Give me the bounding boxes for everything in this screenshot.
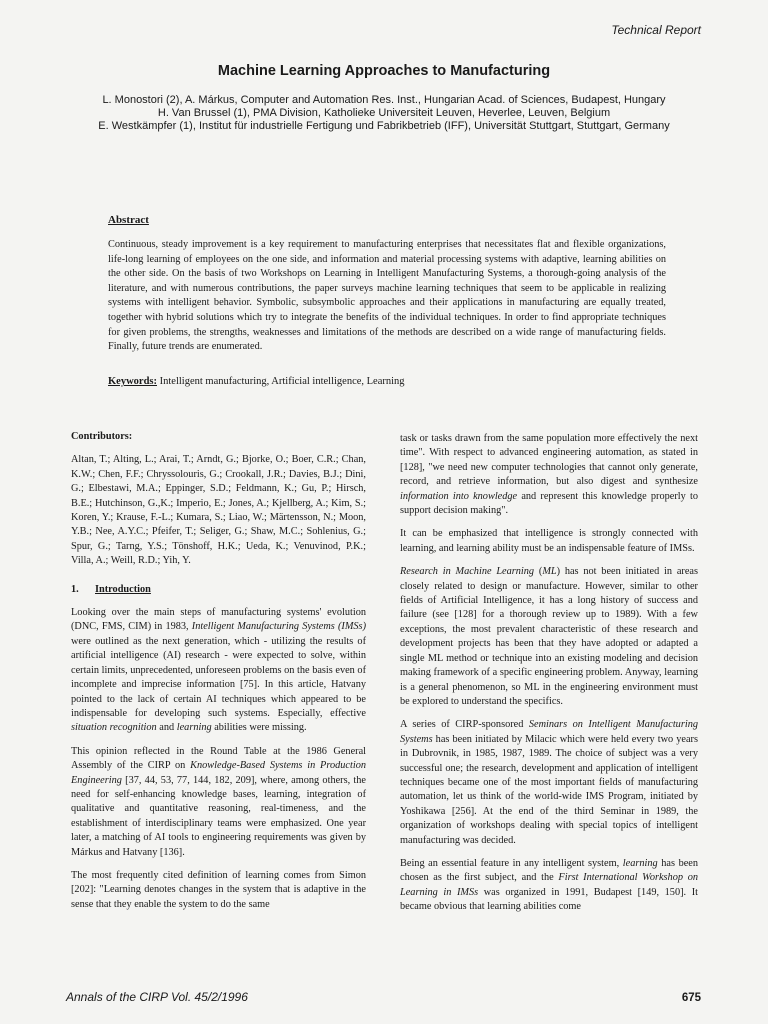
left-column: [71, 430, 366, 921]
paragraph: The most frequently cited definition of learning comes from Simon [202]: "Learning denotes changes in the system that is adaptive in the sense that they enable the system to do the same: [71, 869, 366, 910]
paragraph: Looking over the main steps of manufacturing systems' evolution (DNC, FMS, CIM) in 1983, Intelligent Manufacturing Systems (IMSs) were outlined as the next generation, which - utilizing the results of artificial intelligence (AI) research - were expected to solve, within certain limits, unprecedented, unforeseen problems on the basis even of incomplete and imprecise information [75]. In this article, Hatvany pointed to the lack of certain AI techniques which appeared to be indispensable for developing such systems. Especially, effective situation recognition and learning abilities were missing.: [71, 607, 366, 734]
contributors-list: Altan, T.; Alting, L.; Arai, T.; Arndt, G.; Bjorke, O.; Boer, C.R.; Chan, K.W.; Chen, F.F.; Chryssolouris, G.; Crookall, J.R.; Davies, B.J.; Dini, G.; Elbestawi, M.A.; Eppinger, S.D.; Feldmann, K.; Gu, P.; Hirsch, B.E.; Hutchinson, G.,K.; Imperio, E.; Jones, A.; Kjellberg, A.; Kim, S.; Koren, Y.; Krause, F.-L.; Kumara, S.; Liao, W.; Märtensson, N.; Moon, Y.B.; Nee, A.Y.C.; Pfeifer, T.; Seliger, G.; Shaw, M.C.; Sohlenius, G.; Spur, G.; Tarng, Y.S.; Tönshoff, H.K.; Ueda, K.; Venuvinod, P.K.; Villa, A.; Weill, R.D.; Yih, Y.: [71, 454, 366, 567]
keywords-text: Intelligent manufacturing, Artificial intelligence, Learning: [157, 376, 405, 387]
journal-citation: Annals of the CIRP Vol. 45/2/1996: [66, 990, 248, 1004]
paragraph: A series of CIRP-sponsored Seminars on Intelligent Manufacturing Systems has been initiated by Milacic which were held every two years in Dubrovnik, in 1985, 1987, 1989. The choice of subject was a very successful one; the research, development and application of intelligent techniques became one of the most important fields of manufacturing automation, let us think of the world-wide IMS Program, initiated by Yoshikawa [256]. At the end of the third Seminar in 1989, the organization of workshops dealing with special topics of intelligent manufacturing was decided.: [400, 719, 698, 846]
abstract-heading: Abstract: [108, 214, 149, 226]
section-number: 1.: [71, 583, 79, 595]
author-line: E. Westkämpfer (1), Institut für industrielle Fertigung und Fabrikbetrieb (IFF), Universität Stuttgart, Stuttgart, Germany: [98, 120, 670, 132]
paragraph: It can be emphasized that intelligence is strongly connected with learning, and learning ability must be an indispensable feature of IMSs.: [400, 528, 698, 554]
page-number: 675: [681, 992, 701, 1004]
author-line: L. Monostori (2), A. Márkus, Computer and Automation Res. Inst., Hungarian Acad. of Sciences, Budapest, Hungary: [102, 94, 666, 106]
section-title: Introduction: [95, 583, 151, 595]
paper-title: Machine Learning Approaches to Manufacturing: [217, 63, 551, 79]
section-heading-introduction: [71, 583, 366, 597]
report-type-label: Technical Report: [611, 23, 701, 37]
abstract-section: [108, 214, 666, 355]
right-column: [400, 432, 698, 924]
abstract-text: Continuous, steady improvement is a key requirement to manufacturing enterprises that necessitates flat and flexible organizations, life-long learning of employees on the one side, and information and material processing systems with adaptive, learning abilities on the other side. On the basis of two Workshops on Learning in Intelligent Manufacturing Systems, a thorough-going analysis of the literature, and with numerous contributions, the paper surveys machine learning techniques that seem to be applicable in realizing systems with intelligent behavior. Symbolic, subsymbolic approaches and their applications in manufacturing are equally treated, together with hybrid solutions which try to integrate the benefits of the individual techniques. In order to find appropriate techniques for given problems, the strengths, weaknesses and limitations of the methods are described on a wide range of manufacturing fields. Finally, future trends are enumerated.: [108, 239, 666, 353]
author-block: [0, 94, 768, 133]
paragraph: task or tasks drawn from the same population more effectively the next time". With respect to advanced engineering automation, as stated in [128], "we need new computer technologies that cannot only generate, record, and retrieve information, but also digest and synthesize information into knowledge and represent this knowledge properly to support decision making".: [400, 433, 698, 517]
paragraph: Being an essential feature in any intelligent system, learning has been chosen as the first subject, and the First International Workshop on Learning in IMSs was organized in 1991, Budapest [149, 150]. It became obvious that learning abilities come: [400, 857, 699, 913]
contributors-heading: Contributors:: [71, 431, 133, 442]
paragraph: This opinion reflected in the Round Table at the 1986 General Assembly of the CIRP on Knowledge-Based Systems in Production Engineering [37, 44, 53, 77, 144, 182, 209], where, among others, the need for self-enhancing knowledge bases, learning, integration of qualitative and quantitative reasoning, real-timeness, and the establishment of interdisciplinary teams were emphasized. One year later, a matching of AI tools to engineering requirements was given by Márkus and Hatvany [136].: [71, 745, 366, 858]
author-line: H. Van Brussel (1), PMA Division, Katholieke Universiteit Leuven, Heverlee, Leuven, Belgium: [157, 107, 611, 119]
keywords-label: Keywords:: [108, 376, 157, 387]
paragraph: Research in Machine Learning (ML) has not been initiated in areas closely related to design or manufacture. However, similar to other fields of Artificial Intelligence, it has a long history of success and failure (see [128] for a thorough review up to 1989). With a few exceptions, the most prevalent characteristic of these research and development projects has been that they have adopted or adapted a single ML method or technique into an existing modeling and decision making framework of a specific engineering problem. Anyway, learning is a general phenomenon, so ML in the engineering environment must be explored to understand the specifics.: [400, 566, 698, 707]
keywords-line: [108, 376, 405, 387]
